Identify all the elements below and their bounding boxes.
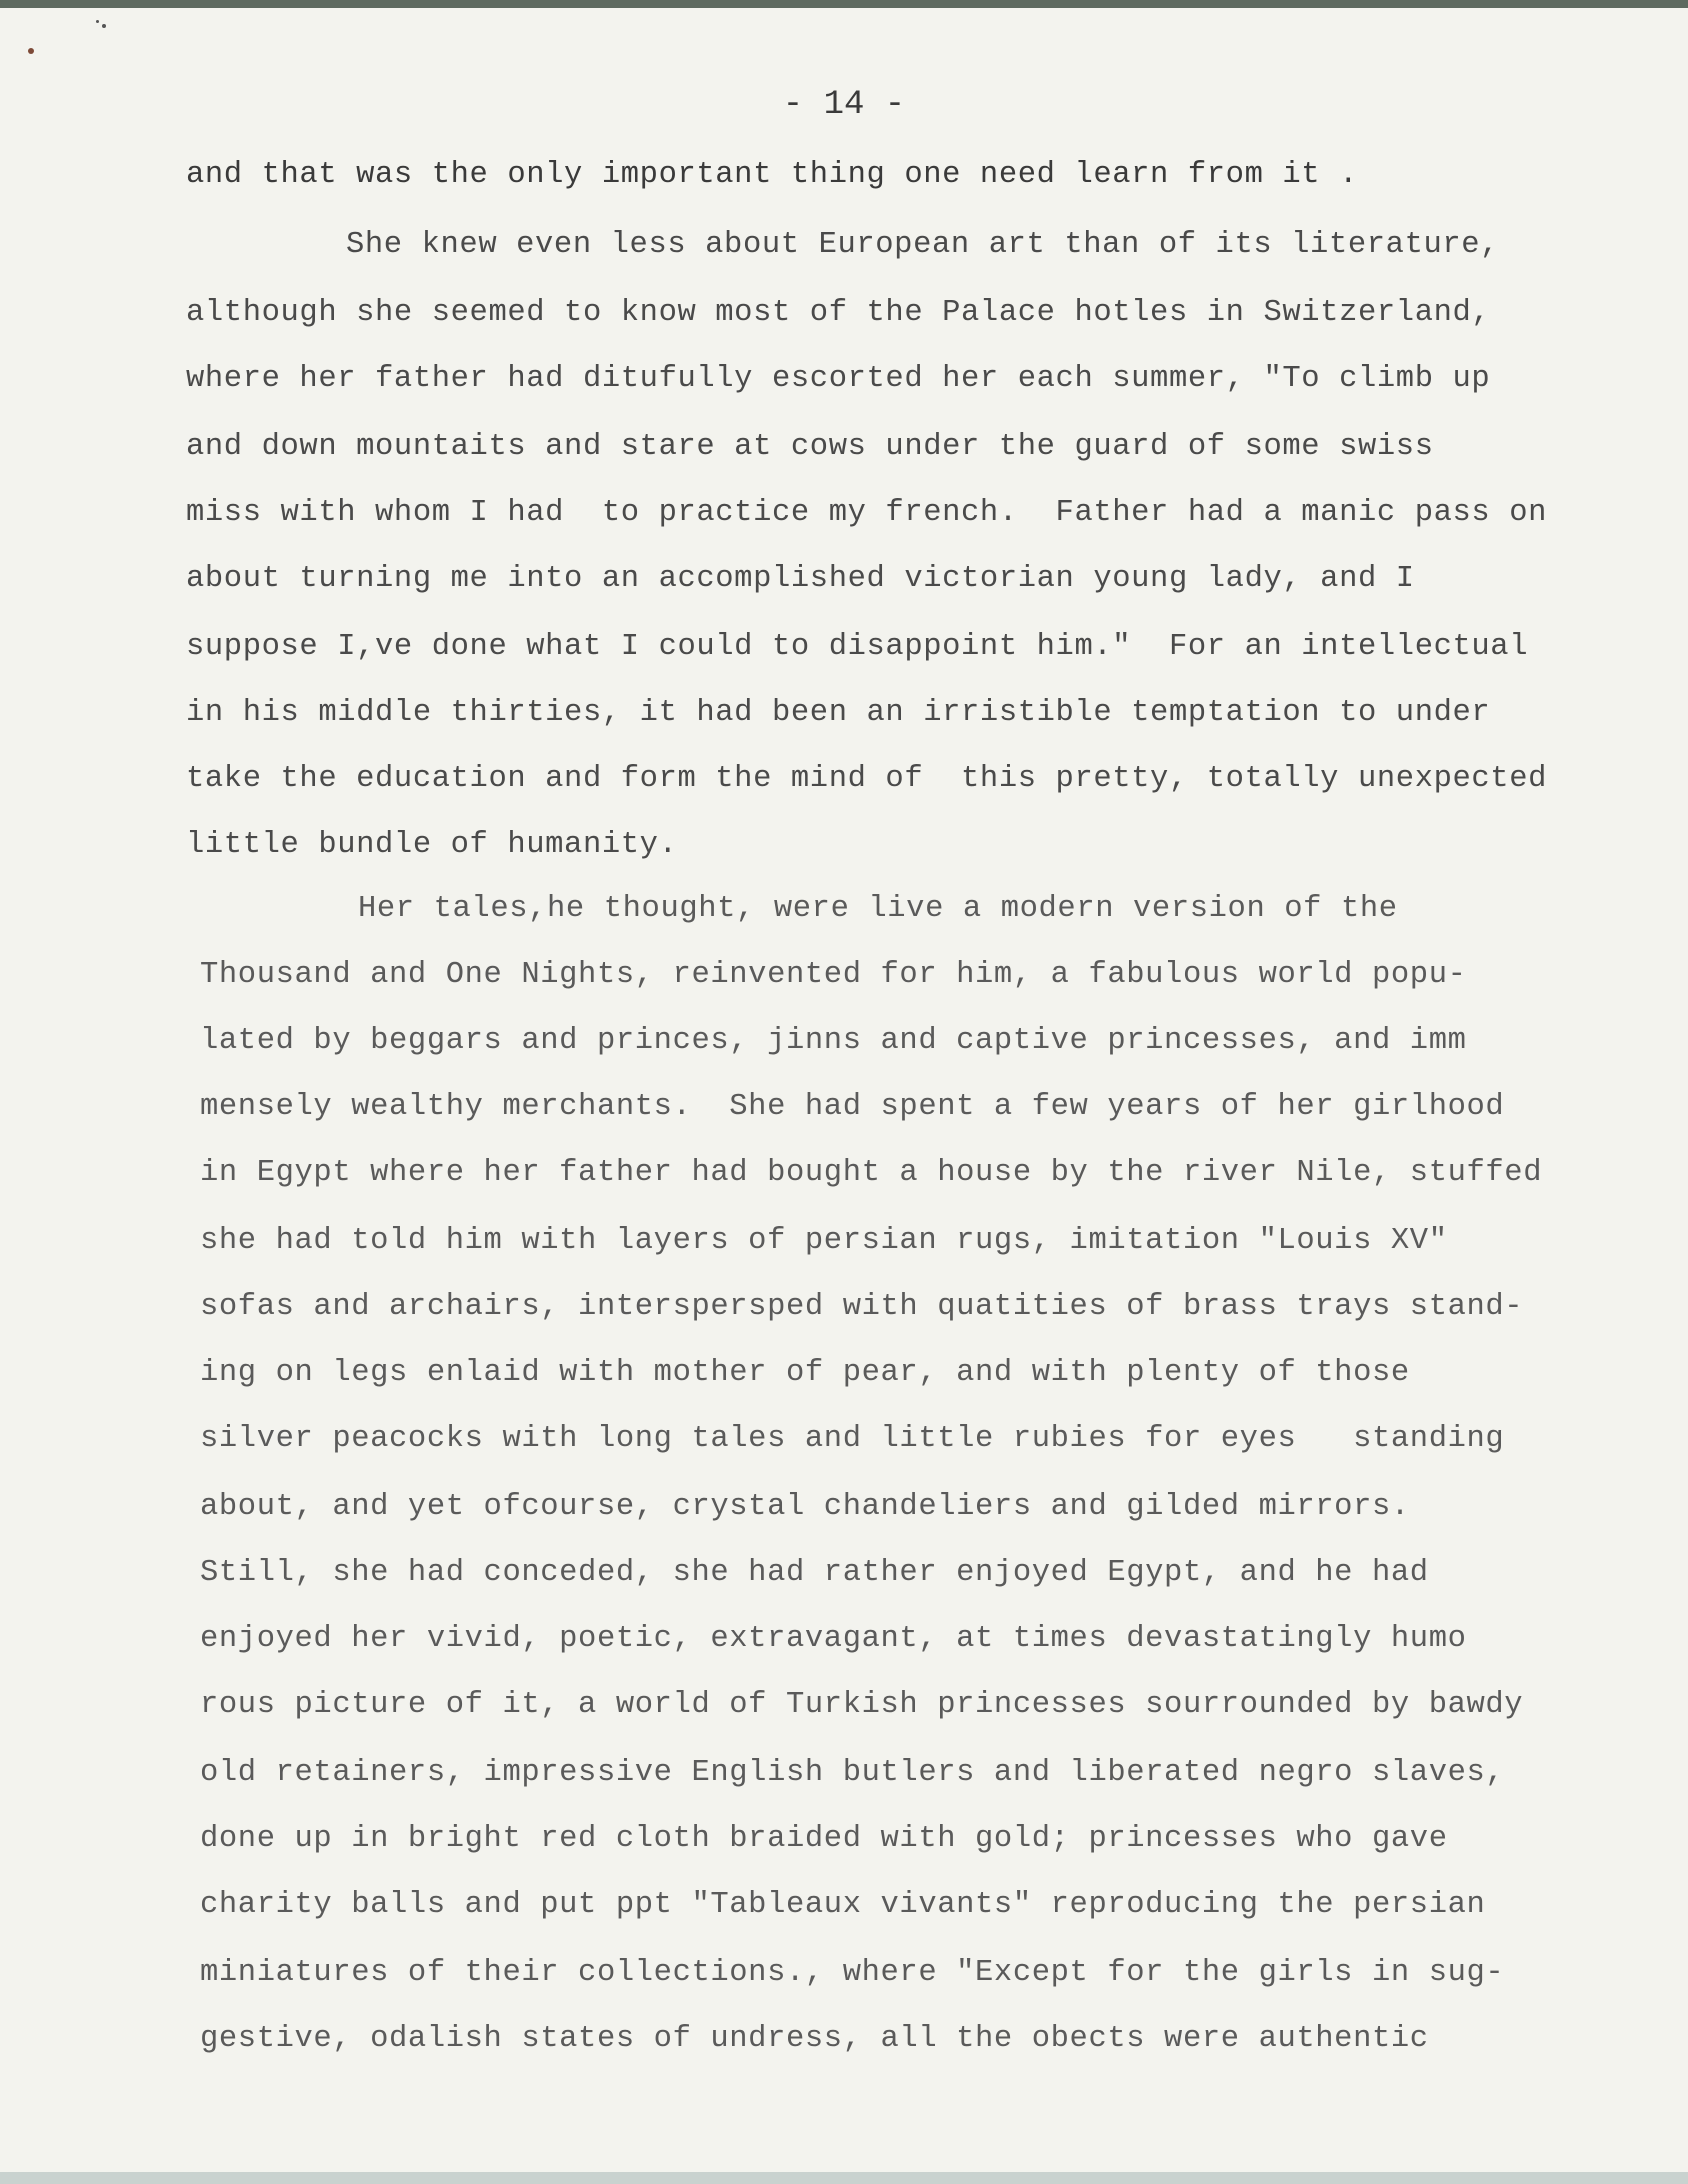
text-line: She knew even less about European art than of its literature, [346,228,1500,262]
text-line: Her tales,he thought, were live a modern version of the [358,892,1398,926]
text-line: about turning me into an accomplished victorian young lady, and I [186,562,1415,596]
text-line: suppose I,ve done what I could to disappoint him." For an intellectual [186,630,1529,664]
text-line: take the education and form the mind of this pretty, totally unexpected [186,762,1548,796]
text-line: silver peacocks with long tales and little rubies for eyes standing [200,1422,1505,1456]
text-line: enjoyed her vivid, poetic, extravagant, at times devastatingly humo [200,1622,1467,1656]
text-line: ing on legs enlaid with mother of pear, and with plenty of those [200,1356,1410,1390]
text-line: where her father had ditufully escorted her each summer, "To climb up [186,362,1491,396]
text-line: mensely wealthy merchants. She had spent a few years of her girlhood [200,1090,1505,1124]
page-number: - 14 - [782,86,906,124]
text-line: miss with whom I had to practice my french. Father had a manic pass on [186,496,1548,530]
text-line: Still, she had conceded, she had rather enjoyed Egypt, and he had [200,1556,1429,1590]
text-line: in Egypt where her father had bought a house by the river Nile, stuffed [200,1156,1543,1190]
text-line: little bundle of humanity. [186,828,678,862]
text-line: sofas and archairs, interspersped with quatities of brass trays stand- [200,1290,1524,1324]
text-line: about, and yet ofcourse, crystal chandeliers and gilded mirrors. [200,1490,1410,1524]
text-line: Thousand and One Nights, reinvented for him, a fabulous world popu- [200,958,1467,992]
text-line: rous picture of it, a world of Turkish princesses sourrounded by bawdy [200,1688,1524,1722]
text-line: although she seemed to know most of the Palace hotles in Switzerland, [186,296,1491,330]
text-line: lated by beggars and princes, jinns and captive princesses, and imm [200,1024,1467,1058]
text-line: in his middle thirties, it had been an irristible temptation to under [186,696,1491,730]
text-line: done up in bright red cloth braided with gold; princesses who gave [200,1822,1448,1856]
text-line: gestive, odalish states of undress, all the obects were authentic [200,2022,1429,2056]
text-line: and down mountaits and stare at cows under the guard of some swiss [186,430,1434,464]
text-line: old retainers, impressive English butlers and liberated negro slaves, [200,1756,1505,1790]
text-line: she had told him with layers of persian rugs, imitation "Louis XV" [200,1224,1448,1258]
text-line: charity balls and put ppt "Tableaux vivants" reproducing the persian [200,1888,1486,1922]
text-line: miniatures of their collections., where "Except for the girls in sug- [200,1956,1505,1990]
text-line: and that was the only important thing one need learn from it . [186,158,1358,192]
